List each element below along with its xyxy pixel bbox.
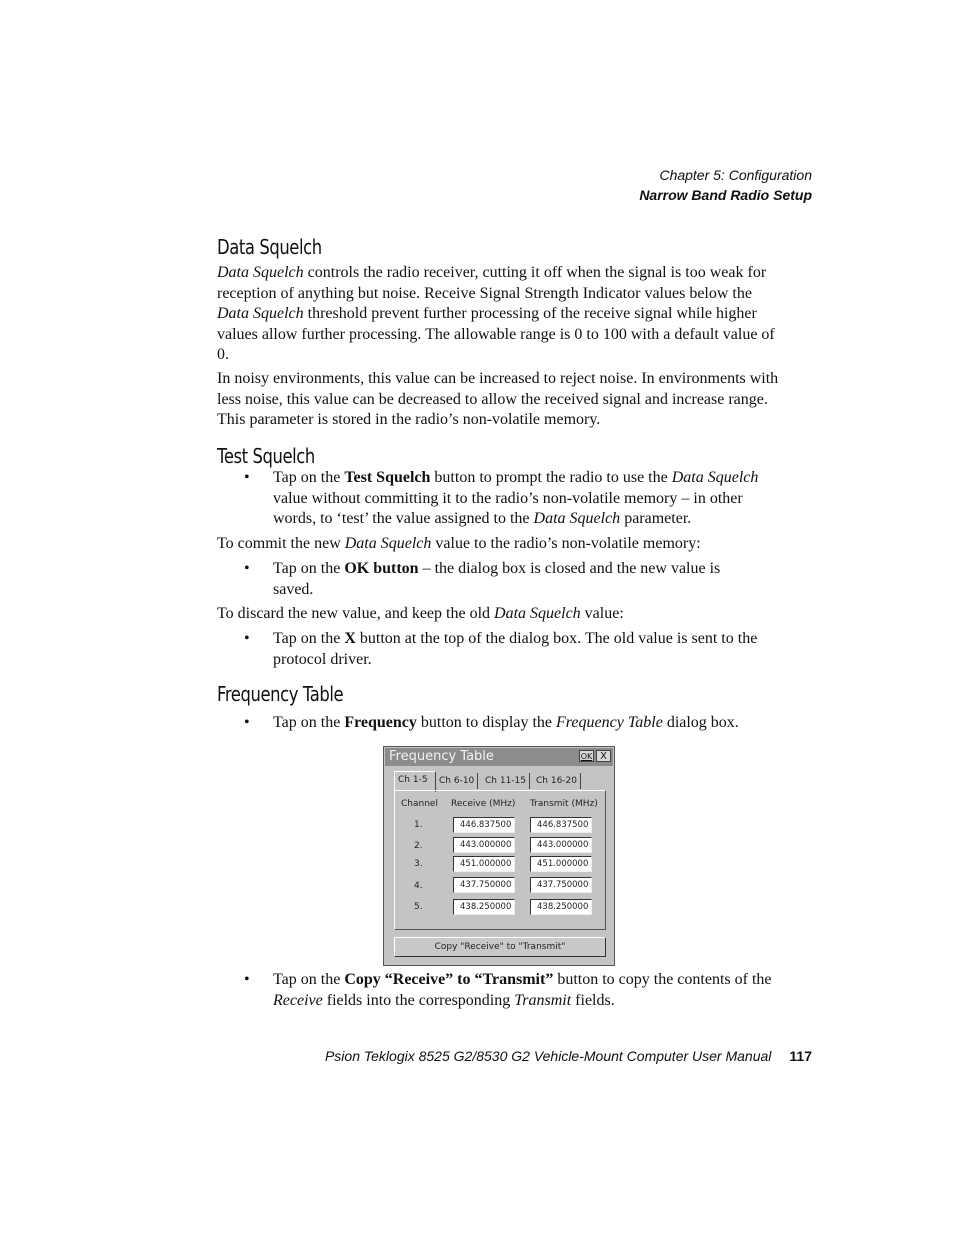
channel-number: 2. xyxy=(414,841,423,851)
transmit-field[interactable]: 443.000000 xyxy=(530,837,592,853)
list-item: • Tap on the X button at the top of the dialog box. The old value is sent to the protocol driver. xyxy=(244,630,758,668)
column-header-transmit: Transmit (MHz) xyxy=(530,799,598,809)
discard-paragraph: To discard the new value, and keep the old Data Squelch value: xyxy=(217,605,624,622)
data-squelch-paragraph-2: In noisy environments, this value can be increased to reject noise. In environments with less noise, this value can be decreased to allow the received signal and increase range. This parameter is stored in the radio’s non-volatile memory. xyxy=(217,370,779,428)
commit-paragraph: To commit the new Data Squelch value to the radio’s non-volatile memory: xyxy=(217,535,701,552)
channel-number: 3. xyxy=(414,859,423,869)
tab-ch-6-10[interactable]: Ch 6-10 xyxy=(436,773,478,789)
channel-number: 4. xyxy=(414,881,423,891)
page-number: 117 xyxy=(789,1048,812,1064)
receive-field[interactable]: 451.000000 xyxy=(453,856,515,872)
channel-number: 1. xyxy=(414,820,423,830)
column-header-channel: Channel xyxy=(401,799,438,809)
frequency-table-dialog xyxy=(383,746,615,966)
transmit-field[interactable]: 438.250000 xyxy=(530,899,592,915)
tab-ch-1-5[interactable]: Ch 1-5 xyxy=(394,771,436,792)
transmit-field[interactable]: 437.750000 xyxy=(530,877,592,893)
list-item: • Tap on the Copy “Receive” to “Transmit” button to copy the contents of the Receive fields into the corresponding Transmit fields. xyxy=(244,971,772,1009)
tab-ch-16-20[interactable]: Ch 16-20 xyxy=(533,773,581,789)
copy-receive-to-transmit-button[interactable]: Copy "Receive" to "Transmit" xyxy=(394,937,606,957)
ok-button[interactable]: OK xyxy=(580,752,593,761)
receive-field[interactable]: 443.000000 xyxy=(453,837,515,853)
heading-test-squelch: Test Squelch xyxy=(217,444,315,468)
close-button[interactable]: X xyxy=(596,750,611,762)
chapter-header: Chapter 5: Configuration xyxy=(659,167,812,183)
list-item: • Tap on the Frequency button to display the Frequency Table dialog box. xyxy=(244,714,739,731)
data-squelch-paragraph-1: Data Squelch controls the radio receiver, cutting it off when the signal is too weak for reception of anything but noise. Receive Signal Strength Indicator values below the Data Squelch threshold prevent further processing of the receive signal while higher values allow further processing. The allowable range is 0 to 100 with a default value of 0. xyxy=(217,264,775,363)
receive-field[interactable]: 437.750000 xyxy=(453,877,515,893)
dialog-title: Frequency Table xyxy=(389,749,494,764)
list-item: • Tap on the Test Squelch button to prompt the radio to use the Data Squelch value without committing it to the radio’s non-volatile memory – in other words, to ‘test’ the value assigned to the Data Squelch parameter. xyxy=(244,469,759,527)
manual-title: Psion Teklogix 8525 G2/8530 G2 Vehicle-Mount Computer User Manual xyxy=(324,1048,772,1064)
list-item: • Tap on the OK button – the dialog box is closed and the new value is saved. xyxy=(244,560,721,598)
tab-ch-11-15[interactable]: Ch 11-15 xyxy=(482,773,530,789)
receive-field[interactable]: 446.837500 xyxy=(453,817,515,833)
channel-number: 5. xyxy=(414,902,423,912)
section-header: Narrow Band Radio Setup xyxy=(639,187,812,203)
heading-data-squelch: Data Squelch xyxy=(217,235,322,259)
transmit-field[interactable]: 446.837500 xyxy=(530,817,592,833)
heading-frequency-table: Frequency Table xyxy=(217,682,344,706)
receive-field[interactable]: 438.250000 xyxy=(453,899,515,915)
column-header-receive: Receive (MHz) xyxy=(451,799,516,809)
transmit-field[interactable]: 451.000000 xyxy=(530,856,592,872)
page-footer xyxy=(325,1048,812,1064)
